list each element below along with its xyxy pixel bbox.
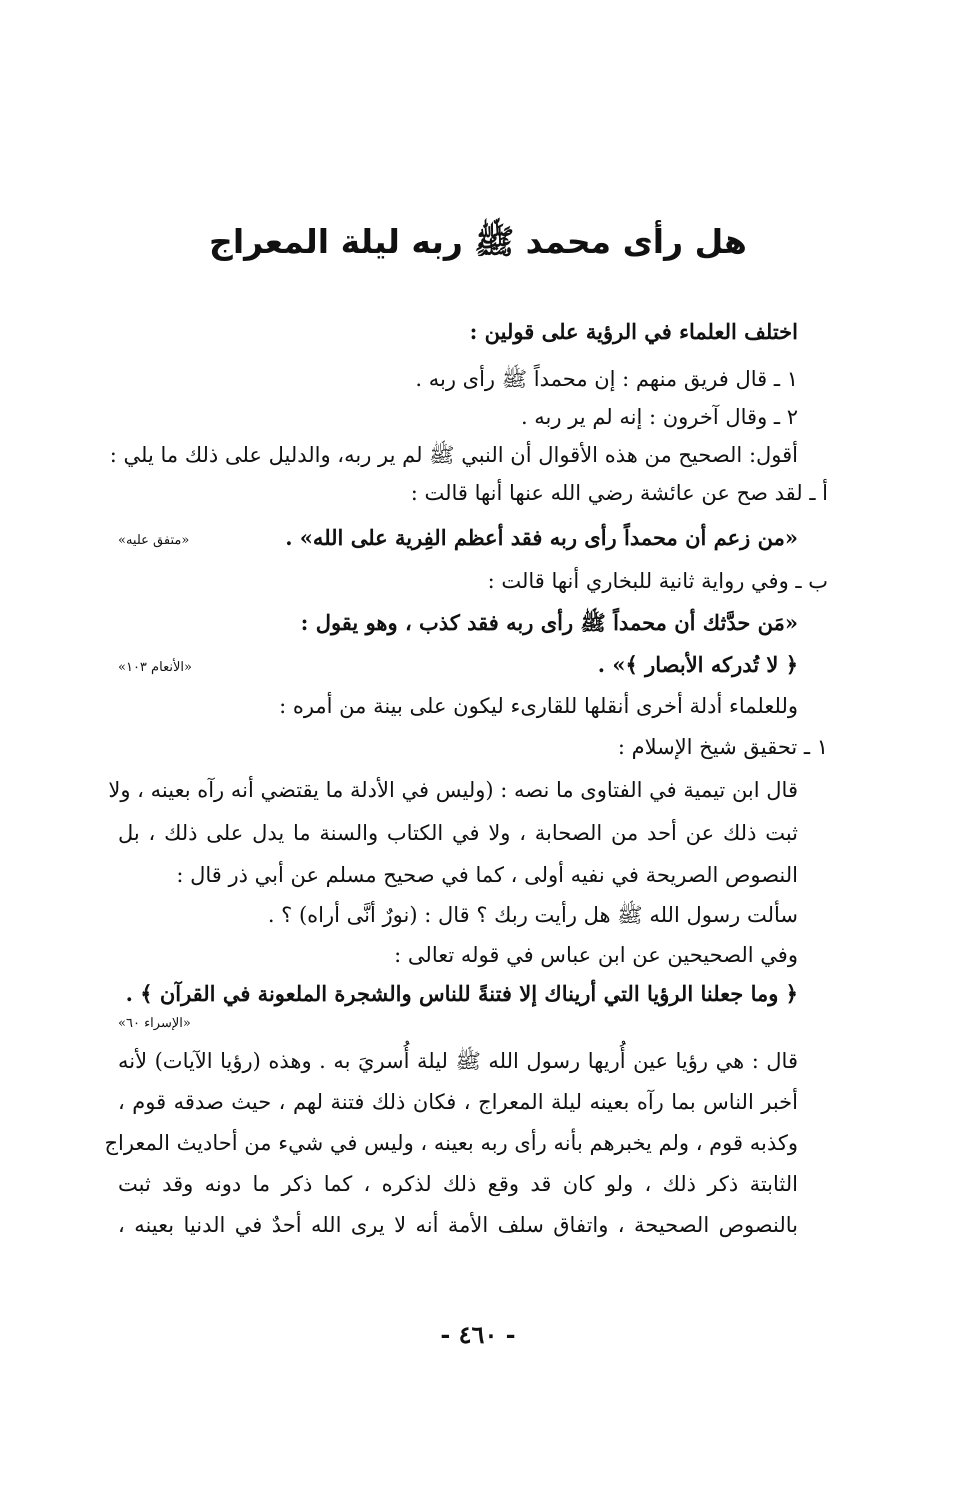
- ibn-taymiyya-line-2: ثبت ذلك عن أحد من الصحابة ، ولا في الكتاب والسنة ما يدل على ذلك ، بل: [118, 821, 798, 845]
- ibn-taymiyya-line-1: قال ابن تيمية في الفتاوى ما نصه : (وليس في الأدلة ما يقتضي أنه رآه بعينه ، ولا: [108, 778, 798, 802]
- quran-verse: ﴿ وما جعلنا الرؤيا التي أريناك إلا فتنةً للناس والشجرة الملعونة في القرآن ﴾ .: [125, 981, 798, 1006]
- tahqiq-heading: ١ ـ تحقيق شيخ الإسلام :: [617, 735, 828, 759]
- commentary-line-4: الثابتة ذكر ذلك ، ولو كان قد وقع ذلك لذكره ، كما ذكر ما دونه وقد ثبت: [118, 1172, 798, 1196]
- commentary-line-3: وكذبه قوم ، ولم يخبرهم بأنه رأى ربه بعينه ، وليس في شيء من أحاديث المعراج: [104, 1131, 798, 1155]
- hadith-aisha-2a: «مَن حدَّثك أن محمداً ﷺ رأى ربه فقد كذب ، وهو يقول :: [300, 610, 798, 635]
- source-anam: «الأنعام ١٠٣»: [118, 660, 192, 675]
- commentary-line-2: أخبر الناس بما رآه بعينه ليلة المعراج ، فكان ذلك فتنة لهم ، حيث صدقه قوم ،: [118, 1090, 798, 1114]
- source-isra: «الإسراء ٦٠»: [118, 1016, 191, 1031]
- intro-line: اختلف العلماء في الرؤية على قولين :: [469, 319, 798, 344]
- page-number: - ٤٦٠ -: [440, 1320, 516, 1349]
- hadith-aisha-2b: ﴿ لا تُدركه الأبصار ﴾» .: [597, 652, 798, 677]
- source-muttafaq: «متفق عليه»: [118, 533, 190, 548]
- ibn-taymiyya-line-3: النصوص الصريحة في نفيه أولى ، كما في صحيح مسلم عن أبي ذر قال :: [176, 863, 798, 887]
- hadith-aisha-1: «من زعم أن محمداً رأى ربه فقد أعظم الفِرية على الله» .: [285, 525, 798, 550]
- page-title: هل رأى محمد ﷺ ربه ليلة المعراج: [209, 222, 747, 261]
- ibn-taymiyya-line-4: سألت رسول الله ﷺ هل رأيت ربك ؟ قال : (نورٌ أنَّى أراه) ؟ .: [267, 903, 798, 927]
- opinion-2: ٢ ـ وقال آخرون : إنه لم ير ربه .: [520, 405, 798, 429]
- evidence-a-line: أ ـ لقد صح عن عائشة رضي الله عنها أنها قالت :: [410, 481, 828, 505]
- evidence-b-line: ب ـ وفي رواية ثانية للبخاري أنها قالت :: [487, 569, 828, 593]
- commentary-line-1: قال : هي رؤيا عين أُريها رسول الله ﷺ ليلة أُسريَ به . وهذه (رؤيا الآيات) لأنه: [118, 1049, 798, 1073]
- conclusion-line: أقول: الصحيح من هذه الأقوال أن النبي ﷺ لم ير ربه، والدليل على ذلك ما يلي :: [109, 443, 798, 467]
- ibn-taymiyya-line-5: وفي الصحيحين عن ابن عباس في قوله تعالى :: [394, 943, 798, 967]
- more-evidence-line: وللعلماء أدلة أخرى أنقلها للقارىء ليكون على بينة من أمره :: [279, 694, 798, 718]
- opinion-1: ١ ـ قال فريق منهم : إن محمداً ﷺ رأى ربه .: [415, 367, 798, 391]
- commentary-line-5: بالنصوص الصحيحة ، واتفاق سلف الأمة أنه لا يرى الله أحدٌ في الدنيا بعينه ،: [118, 1213, 798, 1237]
